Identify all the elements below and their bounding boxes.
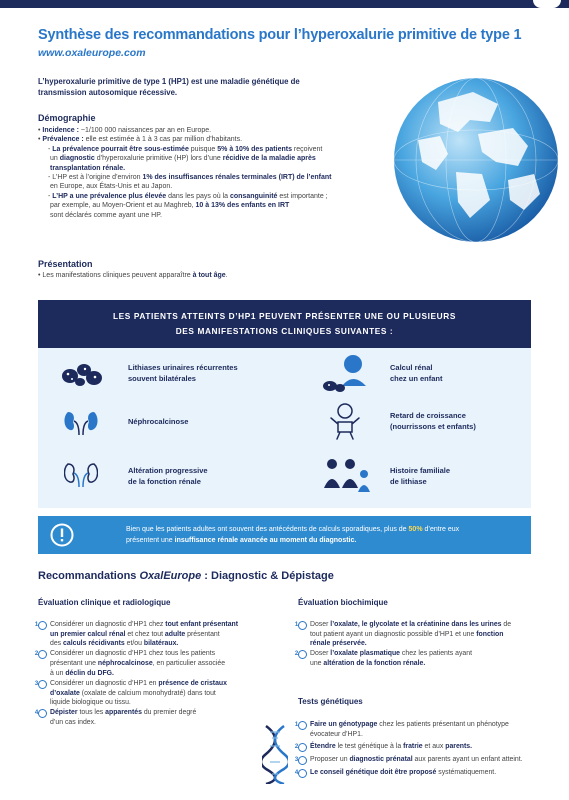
manif-right-1 [390,362,443,384]
sub-item-1-end: transplantation rénale. [50,164,126,172]
alert-line-1 [126,524,521,535]
t: . [225,272,228,279]
sub-item-3-end: sont déclarés comme ayant une HP. [50,211,162,219]
manif-right-3 [390,465,450,487]
demographie-list [38,126,378,220]
dna-icon [262,724,288,784]
website-link[interactable]: www.oxaleurope.com [38,47,146,59]
t: Calcul rénal [390,363,433,372]
sub-item-1: - La prévalence pourrait être sous-estimée puisque 5% à 10% des patients reçoivent [48,145,323,153]
manif-right-2 [390,410,476,432]
prevalence-text: elle est estimée à 1 à 3 cas par million d’habitants. [83,136,243,144]
sub-item-3-cont [38,201,378,210]
manifestations-header [38,300,531,348]
t: dans les pays où la [166,192,230,200]
top-bar-notch [533,0,561,8]
t: diagnostic [59,155,95,163]
t: 10 à 13% des enfants en IRT [195,202,290,210]
clinique-title: Évaluation clinique et radiologique [38,598,171,607]
t: un [50,155,60,163]
t: 50% [408,526,423,533]
t: de la fonction rénale [128,477,201,486]
presentation-text: • Les manifestations cliniques peuvent apparaître à tout âge. [38,272,228,279]
t: Altération progressive [128,466,208,475]
kidney-function-icon [64,458,98,488]
manifestations-panel [38,348,531,508]
clinique-list: 1 Considérer un diagnostic d’HP1 chez tout enfant présentant un premier calcul rénal et chez tout adulte présentant des calculs récidivants et/ou bilatéraux. 2 Considérer un diagnostic d’HP1 chez tous les patients présentant une néphrocalcinose, en particulier associée à un déclin du DFG. 3 Considérer un diagnostic d’HP1 en présence de cristaux d’oxalate (oxalate de calcium monohydraté) dans tout liquide biologique ou tissu. 4 Dépister tous les apparentés du premier degré d’un cas index. [34,621,239,727]
incidence-label: Incidence : [42,127,79,134]
t: : Diagnostic & Dépistage [201,570,334,582]
t: d’entre eux [422,526,460,533]
t: reçoivent [291,145,323,153]
sub-item-1-cont [38,154,378,163]
t: Les manifestations cliniques peuvent apparaître [42,272,193,279]
t: Bien que les patients adultes ont souvent des antécédents de calculs sporadiques, plus de [126,526,409,533]
t: Recommandations [38,570,140,582]
t: insuffisance rénale avancée au moment du diagnostic. [174,537,357,544]
t: souvent bilatérales [128,374,196,383]
t: Néphrocalcinose [128,417,189,426]
t: Histoire familiale [390,466,451,475]
t: OxalEurope [139,570,202,582]
t: à tout âge [192,272,226,279]
alert-box [38,516,531,554]
t: 1% des insuffisances rénales terminales (IRT) de l’enfant [142,174,332,182]
t: Lithiases urinaires récurrentes [128,363,238,372]
manifestations-header-line-2: DES MANIFESTATIONS CLINIQUES SUIVANTES : [175,326,394,336]
family-icon [320,456,374,494]
child-stone-icon [320,352,370,394]
t: La prévalence pourrait être sous-estimée [52,145,189,153]
t: L’HP est à l’origine d’environ [52,174,143,182]
biochimique-list: 1 Doser l’oxalate, le glycolate et la créatinine dans les urines de tout patient ayant un diagnostic possible d’HP1 et une fonction rénale préservée. 2 Doser l’oxalate plasmatique chez les patients ayant une altération de la fonction rénale. [294,621,512,668]
t: 5% à 10% des patients [217,145,292,153]
t: chez un enfant [390,374,443,383]
page-title: Synthèse des recommandations pour l’hyperoxalurie primitive de type 1 [38,27,522,43]
sub-item-3: - L’HP a une prévalence plus élevée dans les pays où la consanguinité est importante ; [48,192,328,200]
manif-left-2 [128,416,188,427]
sub-item-2: - L’HP est à l’origine d’environ 1% des insuffisances rénales terminales (IRT) de l’enfant [48,174,332,182]
incidence-item: • Incidence : ~1/100 000 naissances par an en Europe. [38,127,212,134]
biochimique-title: Évaluation biochimique [298,598,388,607]
manifestations-header-line-1: LES PATIENTS ATTEINTS D’HP1 PEUVENT PRÉSENTER UNE OU PLUSIEURS [113,311,456,321]
prevalence-label: Prévalence : [42,136,84,144]
presentation-title: Présentation [38,259,93,269]
genetique-list: 1 Faire un génotypage chez les patients présentant un phénotype évocateur d’HP1. 2 Étendre le test génétique à la fratrie et aux parents. 3 Proposer un diagnostic prénatal aux parents ayant un enfant atteint. 4 Le conseil génétique doit être proposé systématiquement. [294,721,523,777]
t: est importante ; [277,192,328,200]
intro-text: L’hyperoxalurie primitive de type 1 (HP1) est une maladie génétique de transmission autosomique récessive. [38,77,300,97]
t: par exemple, au Moyen-Orient et au Maghreb, [50,202,196,210]
t: présentent une [126,537,175,544]
manif-left-1 [128,362,238,384]
incidence-text: ~1/100 000 naissances par an en Europe. [78,127,212,134]
recommandations-title [38,570,334,582]
t: L’HP a une prévalence plus élevée [52,192,167,200]
baby-icon [328,402,362,440]
globe-icon [378,62,568,252]
t: de lithiase [390,477,427,486]
t: (nourrissons et enfants) [390,422,476,431]
prevalence-item: • Prévalence : elle est estimée à 1 à 3 cas par million d’habitants. [38,136,243,144]
exclamation-icon [50,523,74,547]
manif-left-3 [128,465,208,487]
t: puisque [188,145,218,153]
t: Retard de croissance [390,411,466,420]
t: consanguinité [229,192,278,200]
kidneys-icon [64,406,98,436]
t: récidive de la maladie après [222,155,316,163]
genetique-title: Tests génétiques [298,697,363,706]
alert-line-2 [126,535,521,546]
t: d’hyperoxalurie primitive (HP) lors d’une [94,155,223,163]
kidney-stones-icon [60,358,104,388]
top-bar [0,0,569,8]
demographie-title: Démographie [38,113,96,123]
sub-item-2-cont: en Europe, aux États-Unis et au Japon. [50,183,173,191]
